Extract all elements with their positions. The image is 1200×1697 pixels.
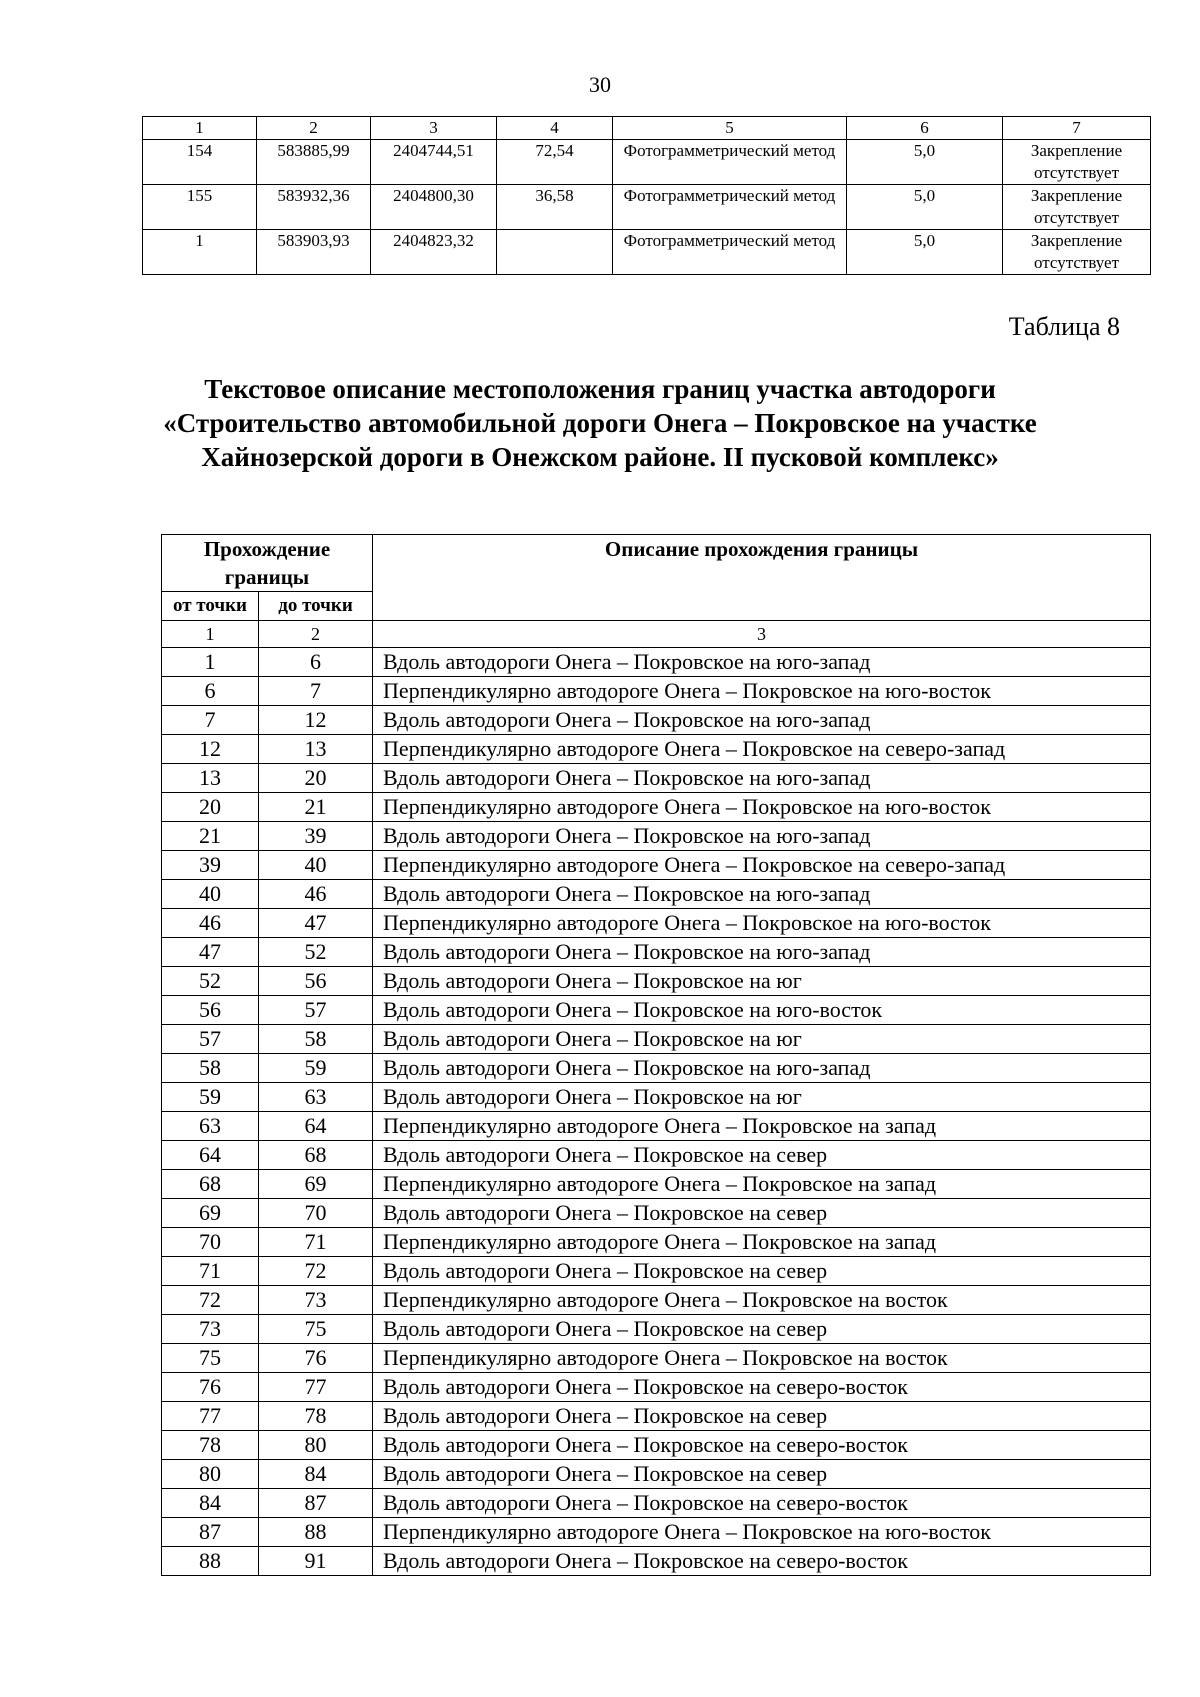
from-point: 64 xyxy=(162,1141,259,1170)
from-point: 12 xyxy=(162,735,259,764)
to-point: 40 xyxy=(259,851,373,880)
fixing: Закрепление отсутствует xyxy=(1003,140,1151,185)
boundary-description: Перпендикулярно автодороге Онега – Покровское на юго-восток xyxy=(373,1518,1151,1547)
from-point: 88 xyxy=(162,1547,259,1576)
table-row xyxy=(162,938,1151,967)
from-point: 7 xyxy=(162,706,259,735)
boundary-description: Вдоль автодороги Онега – Покровское на юг xyxy=(373,967,1151,996)
table-row xyxy=(162,1141,1151,1170)
table-row xyxy=(162,1170,1151,1199)
table-row xyxy=(162,967,1151,996)
boundary-description: Вдоль автодороги Онега – Покровское на юг xyxy=(373,1025,1151,1054)
table-row xyxy=(162,1083,1151,1112)
boundary-description: Перпендикулярно автодороге Онега – Покровское на запад xyxy=(373,1112,1151,1141)
to-point: 75 xyxy=(259,1315,373,1344)
to-point: 39 xyxy=(259,822,373,851)
to-point: 77 xyxy=(259,1373,373,1402)
from-point: 46 xyxy=(162,909,259,938)
coordinate-x: 583885,99 xyxy=(257,140,371,185)
to-point: 21 xyxy=(259,793,373,822)
boundary-description: Вдоль автодороги Онега – Покровское на юго-запад xyxy=(373,938,1151,967)
from-point: 68 xyxy=(162,1170,259,1199)
table-row xyxy=(162,909,1151,938)
page-number: 30 xyxy=(589,72,611,97)
method: Фотограмметрический метод xyxy=(613,185,847,230)
to-point: 84 xyxy=(259,1460,373,1489)
boundary-description: Вдоль автодороги Онега – Покровское на юго-запад xyxy=(373,706,1151,735)
distance xyxy=(497,230,613,275)
from-point: 80 xyxy=(162,1460,259,1489)
to-point: 6 xyxy=(259,648,373,677)
boundary-description: Вдоль автодороги Онега – Покровское на юго-запад xyxy=(373,764,1151,793)
point-number: 155 xyxy=(143,185,257,230)
accuracy: 5,0 xyxy=(847,140,1003,185)
title-line: Текстовое описание местоположения границ участка автодороги xyxy=(204,374,996,404)
boundary-description: Вдоль автодороги Онега – Покровское на юго-восток xyxy=(373,996,1151,1025)
to-point: 70 xyxy=(259,1199,373,1228)
to-point: 13 xyxy=(259,735,373,764)
column-number: 3 xyxy=(373,621,1151,648)
boundary-description: Вдоль автодороги Онега – Покровское на юго-запад xyxy=(373,648,1151,677)
accuracy: 5,0 xyxy=(847,185,1003,230)
column-number: 4 xyxy=(497,117,613,140)
document-title xyxy=(100,372,1100,474)
from-point: 13 xyxy=(162,764,259,793)
from-point: 71 xyxy=(162,1257,259,1286)
to-point: 88 xyxy=(259,1518,373,1547)
boundary-description: Перпендикулярно автодороге Онега – Покровское на северо-запад xyxy=(373,735,1151,764)
coordinate-x: 583932,36 xyxy=(257,185,371,230)
to-point: 58 xyxy=(259,1025,373,1054)
table-row xyxy=(162,735,1151,764)
column-number: 1 xyxy=(162,621,259,648)
boundary-description: Вдоль автодороги Онега – Покровское на юг xyxy=(373,1083,1151,1112)
title-line: «Строительство автомобильной дороги Онега – Покровское на участке xyxy=(163,408,1037,438)
table-row xyxy=(162,996,1151,1025)
to-point: 64 xyxy=(259,1112,373,1141)
header-passage: Прохождение границы xyxy=(162,535,373,592)
accuracy: 5,0 xyxy=(847,230,1003,275)
boundary-description: Вдоль автодороги Онега – Покровское на север xyxy=(373,1257,1151,1286)
boundary-table xyxy=(161,534,1151,1576)
to-point: 71 xyxy=(259,1228,373,1257)
from-point: 70 xyxy=(162,1228,259,1257)
boundary-description: Перпендикулярно автодороге Онега – Покровское на юго-восток xyxy=(373,909,1151,938)
coordinates-header-row xyxy=(143,117,1151,140)
to-point: 80 xyxy=(259,1431,373,1460)
column-number: 1 xyxy=(143,117,257,140)
boundary-description: Вдоль автодороги Онега – Покровское на северо-восток xyxy=(373,1373,1151,1402)
distance: 36,58 xyxy=(497,185,613,230)
header-to: до точки xyxy=(259,592,373,621)
fixing: Закрепление отсутствует xyxy=(1003,230,1151,275)
table-row xyxy=(162,1518,1151,1547)
from-point: 21 xyxy=(162,822,259,851)
from-point: 72 xyxy=(162,1286,259,1315)
boundary-description: Перпендикулярно автодороге Онега – Покровское на запад xyxy=(373,1228,1151,1257)
boundary-description: Перпендикулярно автодороге Онега – Покровское на северо-запад xyxy=(373,851,1151,880)
to-point: 91 xyxy=(259,1547,373,1576)
column-number: 5 xyxy=(613,117,847,140)
table-row xyxy=(162,677,1151,706)
distance: 72,54 xyxy=(497,140,613,185)
from-point: 77 xyxy=(162,1402,259,1431)
table-row xyxy=(162,764,1151,793)
table-row xyxy=(162,1315,1151,1344)
to-point: 69 xyxy=(259,1170,373,1199)
boundary-description: Вдоль автодороги Онега – Покровское на север xyxy=(373,1141,1151,1170)
from-point: 20 xyxy=(162,793,259,822)
table-row xyxy=(162,706,1151,735)
table-row xyxy=(162,1344,1151,1373)
from-point: 78 xyxy=(162,1431,259,1460)
to-point: 59 xyxy=(259,1054,373,1083)
to-point: 63 xyxy=(259,1083,373,1112)
to-point: 7 xyxy=(259,677,373,706)
from-point: 1 xyxy=(162,648,259,677)
to-point: 72 xyxy=(259,1257,373,1286)
from-point: 47 xyxy=(162,938,259,967)
to-point: 78 xyxy=(259,1402,373,1431)
boundary-description: Вдоль автодороги Онега – Покровское на юго-запад xyxy=(373,1054,1151,1083)
to-point: 87 xyxy=(259,1489,373,1518)
to-point: 57 xyxy=(259,996,373,1025)
table-row xyxy=(162,1257,1151,1286)
table-row xyxy=(162,1431,1151,1460)
from-point: 63 xyxy=(162,1112,259,1141)
boundary-header-row xyxy=(162,535,1151,592)
from-point: 73 xyxy=(162,1315,259,1344)
table-row xyxy=(162,648,1151,677)
table-row xyxy=(143,185,1151,230)
boundary-description: Вдоль автодороги Онега – Покровское на северо-восток xyxy=(373,1489,1151,1518)
boundary-description: Вдоль автодороги Онега – Покровское на юго-запад xyxy=(373,822,1151,851)
column-number: 2 xyxy=(259,621,373,648)
to-point: 12 xyxy=(259,706,373,735)
boundary-description: Вдоль автодороги Онега – Покровское на юго-запад xyxy=(373,880,1151,909)
from-point: 87 xyxy=(162,1518,259,1547)
table-row xyxy=(162,1112,1151,1141)
table-row xyxy=(162,822,1151,851)
boundary-description: Вдоль автодороги Онега – Покровское на север xyxy=(373,1199,1151,1228)
table-row xyxy=(143,230,1151,275)
to-point: 20 xyxy=(259,764,373,793)
boundary-description: Вдоль автодороги Онега – Покровское на север xyxy=(373,1460,1151,1489)
table-row xyxy=(162,1228,1151,1257)
from-point: 39 xyxy=(162,851,259,880)
coordinate-y: 2404823,32 xyxy=(371,230,497,275)
method: Фотограмметрический метод xyxy=(613,230,847,275)
column-number: 6 xyxy=(847,117,1003,140)
to-point: 52 xyxy=(259,938,373,967)
from-point: 40 xyxy=(162,880,259,909)
from-point: 76 xyxy=(162,1373,259,1402)
to-point: 73 xyxy=(259,1286,373,1315)
table-row xyxy=(162,1373,1151,1402)
table-row xyxy=(143,140,1151,185)
table-row xyxy=(162,1402,1151,1431)
table-row xyxy=(162,851,1151,880)
column-number: 7 xyxy=(1003,117,1151,140)
boundary-description: Перпендикулярно автодороге Онега – Покровское на запад xyxy=(373,1170,1151,1199)
table-row xyxy=(162,1547,1151,1576)
from-point: 59 xyxy=(162,1083,259,1112)
coordinates-table xyxy=(142,116,1151,275)
table-row xyxy=(162,793,1151,822)
from-point: 84 xyxy=(162,1489,259,1518)
table-row xyxy=(162,1199,1151,1228)
table-row xyxy=(162,1460,1151,1489)
table-row xyxy=(162,1025,1151,1054)
boundary-description: Перпендикулярно автодороге Онега – Покровское на восток xyxy=(373,1344,1151,1373)
to-point: 68 xyxy=(259,1141,373,1170)
boundary-description: Вдоль автодороги Онега – Покровское на север xyxy=(373,1402,1151,1431)
boundary-description: Перпендикулярно автодороге Онега – Покровское на юго-восток xyxy=(373,677,1151,706)
table-row xyxy=(162,1054,1151,1083)
point-number: 154 xyxy=(143,140,257,185)
to-point: 46 xyxy=(259,880,373,909)
from-point: 57 xyxy=(162,1025,259,1054)
column-number: 2 xyxy=(257,117,371,140)
from-point: 58 xyxy=(162,1054,259,1083)
column-number-row xyxy=(162,621,1151,648)
method: Фотограмметрический метод xyxy=(613,140,847,185)
table-row xyxy=(162,1286,1151,1315)
to-point: 47 xyxy=(259,909,373,938)
boundary-description: Перпендикулярно автодороге Онега – Покровское на восток xyxy=(373,1286,1151,1315)
header-from: от точки xyxy=(162,592,259,621)
boundary-description: Вдоль автодороги Онега – Покровское на северо-восток xyxy=(373,1431,1151,1460)
boundary-description: Перпендикулярно автодороге Онега – Покровское на юго-восток xyxy=(373,793,1151,822)
table-row xyxy=(162,880,1151,909)
from-point: 56 xyxy=(162,996,259,1025)
from-point: 52 xyxy=(162,967,259,996)
coordinate-x: 583903,93 xyxy=(257,230,371,275)
boundary-description: Вдоль автодороги Онега – Покровское на северо-восток xyxy=(373,1547,1151,1576)
fixing: Закрепление отсутствует xyxy=(1003,185,1151,230)
to-point: 56 xyxy=(259,967,373,996)
coordinate-y: 2404744,51 xyxy=(371,140,497,185)
coordinate-y: 2404800,30 xyxy=(371,185,497,230)
from-point: 75 xyxy=(162,1344,259,1373)
table-label: Таблица 8 xyxy=(1008,312,1120,341)
point-number: 1 xyxy=(143,230,257,275)
header-description: Описание прохождения границы xyxy=(373,535,1151,621)
table-row xyxy=(162,1489,1151,1518)
from-point: 69 xyxy=(162,1199,259,1228)
from-point: 6 xyxy=(162,677,259,706)
column-number: 3 xyxy=(371,117,497,140)
boundary-description: Вдоль автодороги Онега – Покровское на север xyxy=(373,1315,1151,1344)
to-point: 76 xyxy=(259,1344,373,1373)
title-line: Хайнозерской дороги в Онежском районе. II пусковой комплекс» xyxy=(201,442,999,472)
